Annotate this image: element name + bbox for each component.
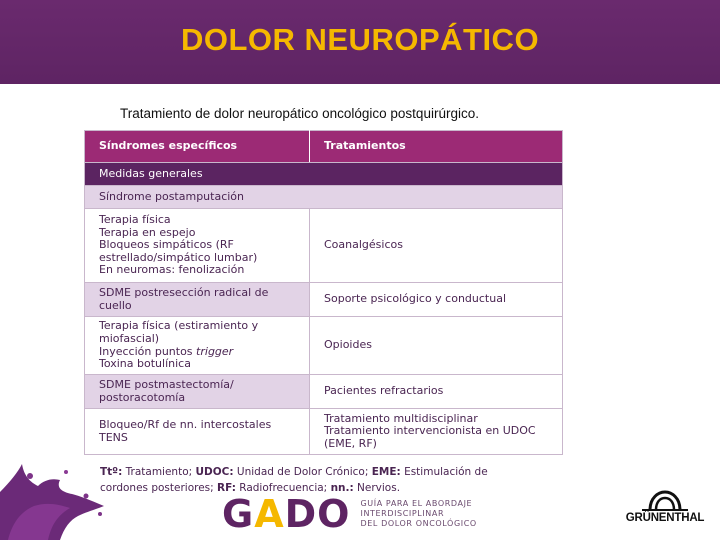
abbr-key: Ttº: [100, 466, 123, 478]
grunenthal-emblem-icon [622, 488, 708, 512]
table-row [85, 209, 563, 283]
treatment-cell: Soporte psicológico y conductual [310, 283, 563, 317]
page-title: DOLOR NEUROPÁTICO [180, 22, 540, 57]
cell-text: Inyección puntos [99, 344, 197, 358]
cell-line: Bloqueos simpáticos (RF [99, 238, 234, 252]
title-banner [0, 0, 720, 84]
cell-line: TENS [99, 430, 128, 444]
abbr-value: Estimulación de cordones posteriores; [100, 466, 488, 494]
abbr-key: RF: [217, 482, 236, 494]
page-subtitle: Tratamiento de dolor neuropático oncológico postquirúrgico. [120, 106, 479, 121]
logo-letter: DO [284, 492, 351, 536]
table-row [85, 409, 563, 455]
cell-line: Tratamiento intervencionista en UDOC [324, 424, 536, 438]
abbr-value: Nervios. [353, 482, 401, 494]
cell-line: En neuromas: fenolización [99, 263, 245, 277]
tagline-line: DEL DOLOR ONCOLÓGICO [360, 519, 477, 528]
cell-line: SDME postresección radical de [99, 285, 269, 299]
gado-tagline [360, 499, 490, 529]
table-row [85, 163, 563, 186]
syndrome-cell [85, 409, 310, 455]
abbr-value: Unidad de Dolor Crónico; [233, 466, 372, 478]
tagline-line: INTERDISCIPLINAR [360, 509, 445, 518]
purple-splash-decoration [0, 462, 110, 540]
cell-line: Bloqueo/Rf de nn. intercostales [99, 417, 272, 431]
treatment-cell [310, 317, 563, 375]
abbr-key: nn.: [330, 482, 354, 494]
table-header-row [85, 131, 563, 163]
grunenthal-logo [622, 488, 708, 534]
cell-line: estrellado/simpático lumbar) [99, 250, 258, 264]
treatment-cell [310, 409, 563, 455]
abbr-key: EME: [371, 466, 401, 478]
cell-line: Toxina botulínica [99, 357, 191, 371]
section-title-mastectomia [85, 375, 310, 409]
abbr-value: Tratamiento; [122, 466, 196, 478]
logo-letter: G [222, 492, 255, 536]
table-row [85, 317, 563, 375]
column-header-treatments: Tratamientos [310, 131, 563, 163]
cell-line: SDME postmastectomía/ [99, 377, 234, 391]
table-row [85, 283, 563, 317]
cell-line: postoracotomía [99, 390, 186, 404]
medidas-generales-row: Medidas generales [85, 163, 563, 186]
cell-line: (EME, RF) [324, 436, 377, 450]
syndrome-cell [85, 209, 310, 283]
section-title-cuello [85, 283, 310, 317]
logo-letter: A [254, 492, 285, 536]
gado-wordmark [222, 494, 350, 534]
tagline-line: GUÍA PARA EL ABORDAJE [360, 499, 473, 508]
cell-line: cuello [99, 298, 132, 312]
cell-line: Terapia física (estiramiento y [99, 319, 259, 333]
grunenthal-wordmark: GRÜNENTHAL [625, 512, 705, 524]
table-row [85, 186, 563, 209]
gado-logo [222, 494, 490, 534]
cell-line: Terapia física [99, 213, 171, 227]
syndrome-cell [85, 317, 310, 375]
section-title-postamputacion: Síndrome postamputación [85, 186, 563, 209]
table-row [85, 375, 563, 409]
column-header-syndromes: Síndromes específicos [85, 131, 310, 163]
treatment-table [84, 130, 563, 455]
cell-text-italic: trigger [196, 344, 234, 358]
abbr-value: Radiofrecuencia; [235, 482, 331, 494]
abbr-key: UDOC: [195, 466, 234, 478]
cell-line: miofascial) [99, 331, 160, 345]
cell-line: Terapia en espejo [99, 225, 196, 239]
treatment-cell: Pacientes refractarios [310, 375, 563, 409]
cell-line: Coanalgésicos [324, 238, 403, 252]
cell-line: Opioides [324, 338, 372, 352]
treatment-cell [310, 209, 563, 283]
cell-line: Tratamiento multidisciplinar [324, 411, 478, 425]
